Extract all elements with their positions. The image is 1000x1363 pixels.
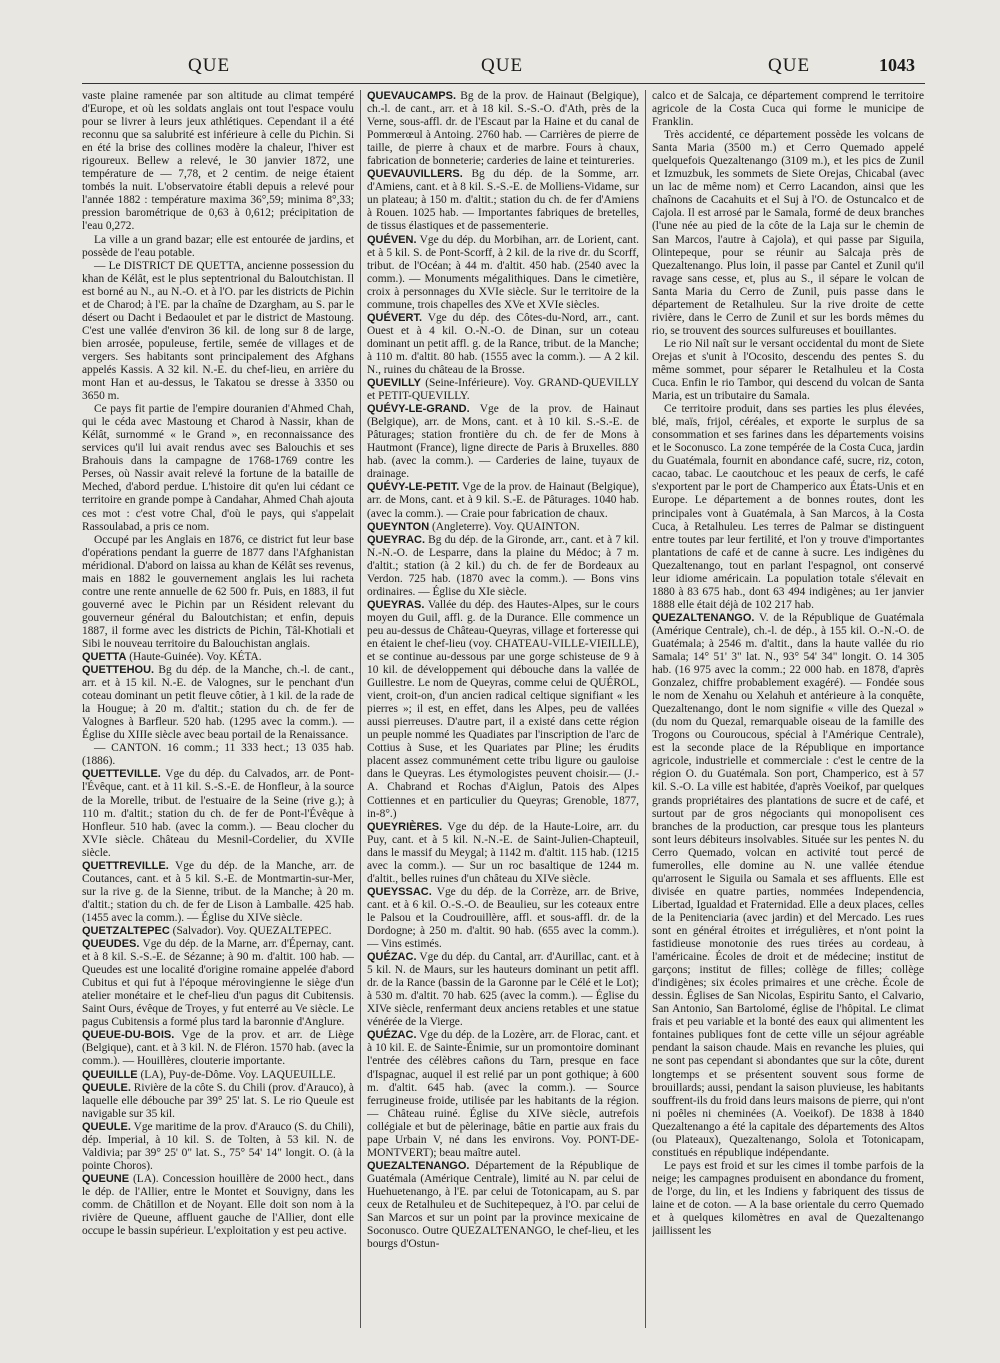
entry-headword: QUEYSSAC. [367,885,432,898]
entry-body: Bg du dép. de la Somme, arr. d'Amiens, cant. et à 8 kil. S.-S.-E. de Molliens-Vidame, sur un plateau; à 150 m. d'altit.; station du ch. de fer d'Amiens à Rouen. 1025 hab. — Importantes fabriques de bretelles, de tissus élastiques et de passementerie. [367,168,639,233]
entry-text: Occupé par les Anglais en 1876, ce district fut leur base d'opérations pendant la guerre de 1877 dans l'Afghanistan méridional. D'abord on laissa au khan de Kélât ses revenus, mais en 1882 le gouvernement anglais les lui racheta contre une rente annuelle de 62 500 fr. Puis, en 1883, il fut gouverné avec le Pichin par un Résident relevant du gouverneur général du Baloutchistan; et enfin, depuis 1887, il forme avec les districts de Pichin, Tâl-Khotiali et Sibi le nouveau territoire du Balouchistan anglais. [82,533,354,650]
running-head-left: QUE [188,55,231,76]
entry-headword: QUEZALTENANGO. [652,611,755,624]
entry-headword: QUEULE. [82,1120,131,1133]
entry-body: Vge du dép. du Calvados, arr. de Pont-l'Évêque, cant. et à 11 kil. S.-S.-E. de Honfleur, à la source de la Morelle, tribut. de l'estuaire de la Seine (rive g.); à 110 m. d'altit.; station du ch. de fer de Pont-l'Évêque à Honfleur. 510 hab. (avec la comm.). — Beau clocher du XVIe siècle. Château du Mesnil-Cordelier, du XVIIe siècle. [82,768,354,859]
dictionary-entry [82,1029,354,1068]
dictionary-entry [82,1173,354,1238]
column-right [652,90,924,1328]
entry-headword: QUETTREVILLE. [82,859,169,872]
entry-text: — CANTON. 16 comm.; 11 333 hect.; 13 035 hab. (1886). [82,742,354,768]
dictionary-entry [82,651,354,664]
dictionary-entry [82,938,354,1029]
entry-body: Vge du dép. des Côtes-du-Nord, arr., cant. Ouest et à 4 kil. O.-N.-O. de Dinan, sur un coteau dominant un petit affl. g. de la Rance, tribut. de la Manche; à 110 m. d'altit. 80 hab. (1555 avec la comm.). — A 2 kil. N., ruines du château de la Brosse. [367,311,639,376]
column-divider [360,90,361,1328]
dictionary-entry [367,481,639,520]
entry-body: Vge du dép. du Morbihan, arr. de Lorient, cant. et à 5 kil. S. de Pont-Scorff, à 2 kil. de la rive dr. du Scorff, tribut. de l'Océan; à 44 m. d'altit. 450 hab. (2540 avec la comm.). — Monuments mégalithiques. Dans le cimetière, croix à personnages du XVIe siècle. Sur le territoire de la commune, trois chapelles des XVe et XVIe siècles. [367,233,639,311]
entry-body: Département de la République de Guatémala (Amérique Centrale), limité au N. par celui de Huehuetenango, à l'E. par celui de Totonicapam, au S. par ceux de Retalhuleu et de Suchitepequez, à l'O. par celui de San Marcos et sur un point par la province mexicaine de Soconusco. Outre QUEZALTENANGO, le chef-lieu, et les bourgs d'Ostun- [367,1159,639,1251]
entry-text: Ce territoire produit, dans ses parties les plus élevées, blé, maïs, frijol, céréales, et exporte le surplus de sa consommation et ses farines dans les départements voisins et le Soconusco. La zone tempérée de la Costa Cuca, jardin du Guatémala, fournit en abondance café, sucre, riz, coton, cacao, tabac. Le caoutchouc et les peaux de cerfs, le café s'exportent par le port de Champerico aux États-Unis et en Europe. Le département a de bonnes routes, dont les principales vont à Guatémala, à San Marcos, à la Costa Cuca, à Retalhuleu. Les terres de Palmar se distinguent entre toutes par leur fertilité, et l'on y trouve d'importantes plantations de café et de canne à sucre. Les indigènes du Quezaltenango, tout en parlant l'espagnol, ont conservé leur idiome américain. La population totale s'élevait en 1880 à 83 675 hab., dont 63 494 indigènes; au 1er janvier 1888 elle était déjà de 102 217 hab. [652,403,924,611]
entry-headword: QUEULE. [82,1081,131,1094]
entry-headword: QUETTEVILLE. [82,768,161,781]
dictionary-entry [367,599,639,821]
entry-headword: QUEVAUVILLERS. [367,168,463,181]
entry-body: Bg du dép. de la Gironde, arr., cant. et à 7 kil. N.-N.-O. de Lesparre, dans la plaine du Médoc; à 7 m. d'altit.; station (à 2 kil.) du ch. de fer de Bordeaux au Verdon. 725 hab. (1870 avec la comm.). — Bons vins ordinaires. — Église du XIe siècle. [367,533,639,598]
entry-body: (LA). Concession houillère de 2000 hect., dans le dép. de l'Allier, entre le Montet et Souvigny, dans les comm. de Châtillon et de Noyant. Elle doit son nom à la rivière de Queune, affluent gauche de l'Allier, dont elle occupe le bassin supérieur. L'exploitation y est peu active. [82,1172,354,1238]
dictionary-entry [367,534,639,599]
dictionary-entry [367,521,639,534]
entry-headword: QUEUNE [82,1172,130,1185]
dictionary-entry [82,925,354,938]
dictionary-entry [82,768,354,859]
entry-body: V. de la République de Guatémala (Amérique Centrale), ch.-l. de dép., à 155 kil. O.-N.-O. de Guatémala; à 2546 m. d'altit., dans la haute vallée du rio Samala; 14° 51' 3" lat. N., 93° 54' 34" longit. O. 14 305 hab. (16 975 avec la comm.; 22 000 hab. en 1878, d'après Gonzalez, chiffre probablement exagéré). — Fondée sous le nom de Xenahu ou Xelahuh et antérieure à la conquête, Quezaltenango, dont le nom signifie « ville des Quezal » (du nom du Quezal, remarquable oiseau de la famille des Trogons ou Couroucous, spécial à l'Amérique Centrale), est la seconde place de la République en importance agricole, industrielle et commerciale : c'est le centre de la région O. du Guatémala. Son port, Champerico, est à 57 kil. S.-O. La ville est habitée, d'après Voeikof, par quelques grands propriétaires des plantations de sucre et de café, et surtout par de gros négociants qui monopolisent ces branches de la production, car presque tous les planteurs sont leurs débiteurs insolvables. Située sur les pentes N. du Cerro Quemado, volcan en activité tout percé de fumerolles, elle domine au N. une vallée étendue qu'arrosent le Siguila ou Samala et ses affluents. Elle est divisée en quatre parties, nommées Independencia, Libertad, Igualdad et Fraternidad. Elle a deux places, celles de la Penitenciaria (avec jardin) et del Mercado. Les rues sont en général étroites et irrégulières, et n'ont point la fastidieuse monotonie des rues tirées au cordeau, à l'américaine. Écoles de droit et de médecine; institut de garçons; institut de filles; collège de filles; collège d'indigènes; six écoles primaires et une crèche. École de dessin. Églises de San Nicolas, Espiritu Santo, el Calvario, San Antonio, San Bartolomé, église de l'hôpital. Le climat frais et peu variable et la bonté des eaux qui alimentent les fontaines publiques font de cette ville un séjour agréable pendant la saison chaude. Mais en revanche les pluies, qui ne sont pas cependant si abondantes que sur la côte, durent longtemps et se présentent souvent sous forme de brouillards; aussi, pendant la saison pluvieuse, les habitants souffrent-ils du froid dans leurs maisons de pierre, qui n'ont ni poêles ni cheminées (A. Voeikof). De 1838 à 1840 Quezaltenango a été la capitale des départements des Altos (ou Plateaux), Quezaltenango, Solola et Totonicapam, constitués en république indépendante. [652,611,924,1159]
entry-body: Vge du dép. du Cantal, arr. d'Aurillac, cant. et à 5 kil. N. de Maurs, sur les hauteurs dominant un petit affl. dr. de la Rance (bassin de la Garonne par le Célé et le Lot); à 530 m. d'altit. 70 hab. 625 (avec la comm.). — Église du XIVe siècle, renfermant deux anciens retables et une statue vénérée de la Vierge. [367,951,639,1029]
entry-body: Vge de la prov. de Hainaut (Belgique), arr. de Mons, cant. et à 10 kil. S.-S.-E. de Pâturages; station frontière du ch. de fer de Mons à Hautmont (France), ligne directe de Paris à Bruxelles. 880 hab. (avec la comm.). — Carderies de laine, tuyaux de drainage. [367,403,639,481]
entry-headword: QUÉVY-LE-GRAND. [367,403,470,416]
entry-body: Vge du dép. de la Corrèze, arr. de Brive, cant. et à 6 kil. O.-S.-O. de Beaulieu, sur les coteaux entre le Palsou et la Coudrouillère, affl. et sous-affl. dr. de la Dordogne; à 250 m. d'altit. 90 hab. (655 avec la comm.). — Vins estimés. [367,885,639,951]
dictionary-entry [82,1069,354,1082]
entry-headword: QUEUE-DU-BOIS. [82,1029,175,1042]
column-middle [367,90,639,1328]
dictionary-entry [367,821,639,886]
entry-body: (Angleterre). Voy. QUAINTON. [429,520,580,533]
entry-text: calco et de Salcaja, ce département comprend le territoire agricole de la Costa Cuca qui forme le municipe de Franklin. [652,90,924,129]
entry-body: Vge de la prov. de Hainaut (Belgique), arr. de Mons, cant. et à 9 kil. S.-E. de Pâturages. 1040 hab. (avec la comm.). — Craie pour fabrication de chaux. [367,481,639,520]
dictionary-entry [367,312,639,377]
entry-body: Vge du dép. de la Lozère, arr. de Florac, cant. et à 10 kil. E. de Sainte-Énimie, sur un promontoire dominant l'entrée des célèbres cañons du Tarn, presque en face d'Ispagnac, auquel il est relié par un pont gothique; à 600 m. d'altit. 645 hab. (avec la comm.). — Source ferrugineuse froide, utilisée par les habitants de la région. — Château ruiné. Église du XIVe siècle, autrefois collégiale et but de pèlerinage, bâtie en partie aux frais du pape Urbain V, né dans les environs. Voy. PONT-DE-MONTVERT); beau maître autel. [367,1029,639,1159]
entry-text: vaste plaine ramenée par son altitude au climat tempéré d'Europe, et où les soldats anglais ont tout l'espace voulu pour se livrer à leurs jeux athlétiques. Cependant il a été reconnu que sa salubrité est inférieure à celle du Pichin. Si en été la brise des collines modère la chaleur, l'hiver est rigoureux. Bellew a relevé, le 30 janvier 1872, une température de — 7,78, et 2 centim. de neige étaient tombés la nuit. L'observatoire établi depuis a relevé pour l'année 1882 : température maxima 36°,59; minima 8°,33; pression barométrique de 0,63 à 0,612; précipitation de l'eau 0,272. [82,90,354,233]
entry-text: Ce pays fit partie de l'empire douranien d'Ahmed Chah, qui le céda avec Mastoung et Charod à Nassir, khan de Kélât, surnommé « le Grand », en reconnaissance des services qu'il lui avait rendus avec ses Balouchis et ses Brahouis dans la campagne de 1768-1769 contre les Perses, où Nassir avait relevé la fortune de la bataille de Meched, d'abord perdue. L'histoire dit qu'en lui cédant ce territoire en grande pompe à Candahar, Ahmed Chah ajouta ces mot : c'est votre Chal, d'où le pays, qui s'appelait Rassoulabad, a pris ce nom. [82,403,354,533]
entry-body: Vge du dép. de la Haute-Loire, arr. du Puy, cant. et à 5 kil. N.-N.-E. de Saint-Julien-Chapteuil, dans le massif du Meygal; à 1142 m. d'altit. 115 hab. (1215 avec la comm.). — Sur un roc basaltique de 1244 m. d'altit., belles ruines d'un château du XIVe siècle. [367,820,639,885]
entry-body: Vallée du dép. des Hautes-Alpes, sur le cours moyen du Guil, affl. g. de la Durance. Elle commence un peu au-dessus de Château-Queyras, village et forteresse qui en étaient le chef-lieu (voy. CHATEAU-VILLE-VIEILLE), et se continue au-dessous par une gorge schisteuse de 9 à 10 kil. de développement qui débouche dans la vallée de Guillestre. Le nom de Queyras, comme celui de QUÉROL, vient, croit-on, d'un ancien radical celtique signifiant « les pierres »; il est, en effet, dans les Alpes, peu de vallées aussi pierreuses. D'autre part, il a existé dans cette région un peuple nommé les Quadiates par l'inscription de l'arc de Cottius à Suse, et les Quariates par Pline; les érudits placent assez communément cette tribu ligure ou gauloise dans le Queyras. Les étymologistes peuvent choisir.— (J.-A. Chabrand et Rochas d'Aiglun, Patois des Alpes Cottiennes et en particulier du Queyras; Grenoble, 1877, in-8°.) [367,598,639,820]
dictionary-entry [82,860,354,925]
page-header [0,55,1000,89]
dictionary-entry [82,664,354,742]
entry-body: (Seine-Inférieure). Voy. GRAND-QUEVILLY et PETIT-QUEVILLY. [367,377,639,403]
entry-body: Vge de la prov. et arr. de Liège (Belgique), cant. et à 3 kil. N. de Fléron. 1570 hab. (avec la comm.). — Houillères, clouterie importante. [82,1029,354,1068]
entry-text: Très accidenté, ce département possède les volcans de Santa Maria (3500 m.) et Cerro Quemado appelé quelquefois Quezaltenango (3109 m.), et les pics de Zunil et Izmuzbuk, les sommets de Siete Orejas, Chicabal (avec un lac de même nom) et Cerro Lacandon, ainsi que les chaînons de Cacahuits et el Suj à l'O. de Ostuncalco et de Cajola. Il est arrosé par le Samala, formé de deux branches (l'une née au pied de la côte de la Laja sur le chemin de San Marcos, l'autre à Cajola), et qui passe par Siguila, Olintepeque, pour se réunir au Salcaja près de Quezaltenango. Plus loin, il passe par Cantel et Zunil qu'il ravage sans cesse, et, plus au S., il sépare le volcan de Santa Maria du Cerro de Zunil, puis passe dans le département de Retalhuleu. Sur la rive droite de cette rivière, dans le Cerro de Zunil et sur les bords mêmes du rio, se trouvent des sources sulfureuses et bouillantes. [652,129,924,337]
entry-headword: QUEVAUCAMPS. [367,90,457,102]
entry-headword: QUEUILLE [82,1068,138,1081]
running-head-right: QUE [768,55,811,76]
column-left [82,90,354,1328]
column-divider [645,90,646,1328]
dictionary-entry [367,951,639,1029]
dictionary-entry [82,1121,354,1173]
entry-body: Vge maritime de la prov. d'Arauco (S. du Chili), dép. Imperial, à 10 kil. S. de Tolten, à 53 kil. N. de Valdivia; par 39° 25' 0" lat. S., 75° 54' 14" longit. O. (à la pointe Choros). [82,1120,354,1172]
entry-body: Vge du dép. de la Marne, arr. d'Épernay, cant. et à 8 kil. S.-S.-E. de Sézanne; à 90 m. d'altit. 100 hab. — Queudes est une localité d'origine romaine appelée d'abord Cubitus et qui fut à l'époque mérovingienne le siège d'un atelier monétaire et le chef-lieu d'un pagus dit Cubitensis. Saint Ours, évêque de Troyes, y fut enterré au Ve siècle. Le pagus Cubitensis a formé plus tard la baronnie d'Anglure. [82,938,354,1029]
dictionary-entry [652,612,924,1160]
entry-headword: QUETTA [82,651,127,664]
running-head-center: QUE [481,55,524,76]
entry-text: Le rio Nil naît sur le versant occidental du mont de Siete Orejas et s'unit à l'Ocosito, descendu des pentes S. du même sommet, pour séparer le Retalhuleu et la Costa Cuca. Enfin le rio Tambor, qui descend du volcan de Santa Maria, est un tributaire du Samala. [652,337,924,403]
entry-body: (LA), Puy-de-Dôme. Voy. LAQUEUILLE. [137,1068,336,1081]
entry-body: (Salvador). Voy. QUEZALTEPEC. [169,925,332,937]
entry-text: Le pays est froid et sur les cimes il tombe parfois de la neige; les campagnes produisent en abondance du froment, de l'orge, du lin, et les Indiens y fabriquent des tissus de laine et de coton. — A la base orientale du cerro Quemado et à quelques kilomètres en aval de Quezaltenango jaillissent les [652,1159,924,1238]
entry-headword: QUÉZAC. [367,951,417,964]
entry-body: Vge du dép. de la Manche, arr. de Coutances, cant. et à 5 kil. S.-E. de Montmartin-sur-Mer, sur la rive g. de la Sienne, tribut. de la Manche; à 20 m. d'altit.; station du ch. de fer de Lison à Lamballe. 425 hab. (1455 avec la comm.). — Église du XIVe siècle. [82,859,354,924]
entry-headword: QUÉVERT. [367,311,423,324]
dictionary-entry [367,1029,639,1159]
dictionary-entry [367,377,639,403]
entry-body: Bg de la prov. de Hainaut (Belgique), ch.-l. de cant., arr. et à 18 kil. S.-S.-O. d'Ath, près de la Verne, sous-affl. dr. de l'Escaut par la Haine et du canal de Pommerœul à Antoing. 2760 hab. — Carrières de pierre de taille, de pierre à chaux et de marbre. Fours à chaux, fabrication de bonneterie; carderies de laine et teintureries. [367,90,639,168]
entry-headword: QUETZALTEPEC [82,925,170,937]
dictionary-entry [82,1082,354,1121]
header-rule [82,83,925,84]
dictionary-entry [367,886,639,951]
entry-headword: QUÉVY-LE-PETIT. [367,481,460,494]
entry-headword: QUEYNTON [367,520,430,533]
entry-body: (Haute-Guinée). Voy. KÉTA. [126,651,262,664]
entry-headword: QUEYRIÈRES. [367,820,443,833]
entry-headword: QUEVILLY [367,377,421,390]
entry-headword: QUEYRAS. [367,598,425,611]
dictionary-entry [367,1160,639,1251]
page-number: 1043 [879,55,915,75]
entry-body: Bg du dép. de la Manche, ch.-l. de cant., arr. et à 15 kil. N.-E. de Valognes, sur le penchant d'un coteau dominant un petit fleuve côtier, à 1 kil. de la rade de la Hougue; à 20 m. d'altit.; station du ch. de fer de Valognes à Barfleur. 520 hab. (1295 avec la comm.). — Église du XIIIe siècle avec beau portail de la Renaissance. [82,664,354,742]
dictionary-entry [367,168,639,233]
dictionary-entry [367,403,639,481]
dictionary-entry [367,234,639,312]
entry-text: La ville a un grand bazar; elle est entourée de jardins, et possède de l'eau potable. [82,233,354,259]
entry-text: — Le DISTRICT DE QUETTA, ancienne possession du khan de Kélât, est le plus septentrional du Baloutchistan. Il est borné au N., au N.-O. et à l'O. par les districts de Pichin et de Charod; à l'E. par la chaîne de Dzargham, au S. par le désert ou Dacht i Bedaoulet et par le district de Mastoung. C'est une vallée d'environ 36 kil. de long sur 8 de large, bien arrosée, populeuse, fertile, semée de villages et de vergers. Ses habitants sont principalement des Afghans appelés Kassis. A 32 kil. N.-E. du chef-lieu, en arrière du mont Han et au-dessus, le Takatou se dresse à 3350 ou 3650 m. [82,259,354,403]
entry-headword: QUEUDES. [82,938,140,951]
entry-headword: QUETTEHOU. [82,664,155,677]
entry-headword: QUEZALTENANGO. [367,1159,470,1172]
entry-headword: QUEYRAC. [367,533,426,546]
entry-headword: QUÉVEN. [367,233,417,246]
dictionary-entry [367,90,639,168]
entry-headword: QUÉZAC. [367,1029,417,1042]
entry-body: Rivière de la côte S. du Chili (prov. d'Arauco), à laquelle elle débouche par 39° 25' lat. S. Le rio Queule est navigable sur 35 kil. [82,1081,354,1120]
